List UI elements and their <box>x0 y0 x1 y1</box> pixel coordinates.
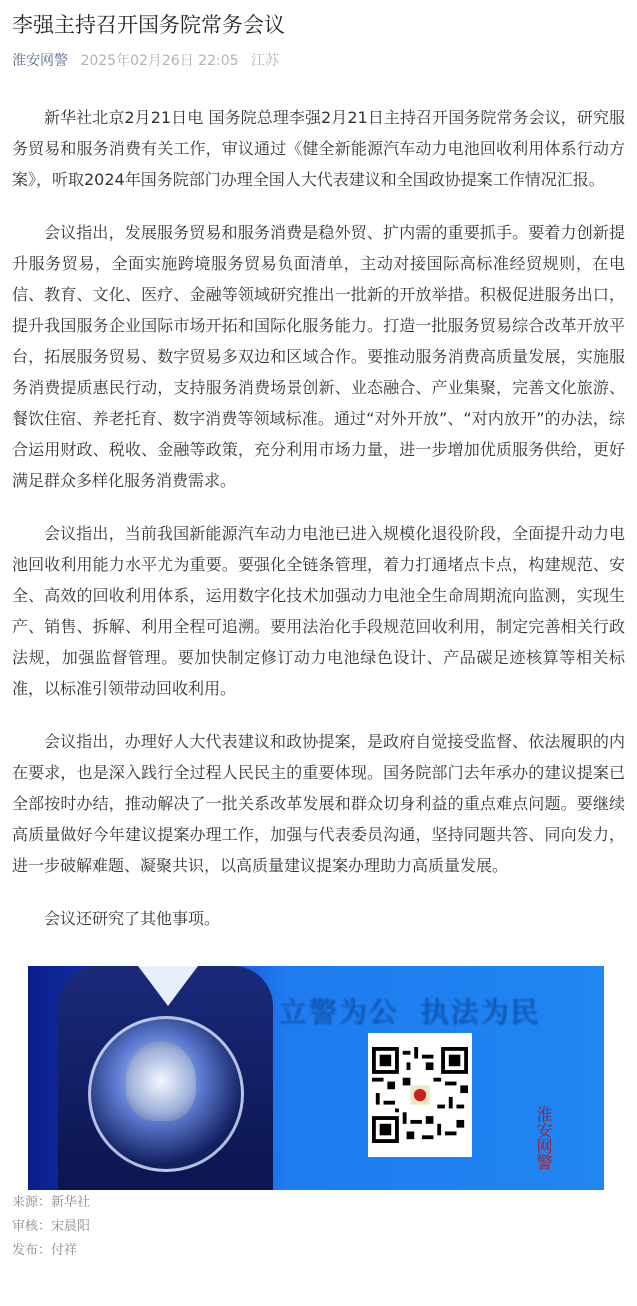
paragraph: 会议指出，发展服务贸易和服务消费是稳外贸、扩内需的重要抓手。要着力创新提升服务贸易，全面实施跨境服务贸易负面清单，主动对接国际高标准经贸规则，在电信、教育、文化、医疗、金融等领域研究推出一批新的开放举措。积极促进服务出口，提升我国服务企业国际市场开拓和国际化服务能力。打造一批服务贸易综合改革开放平台，拓展服务贸易、数字贸易多双边和区域合作。要推动服务消费高质量发展，实施服务消费提质惠民行动，支持服务消费场景创新、业态融合、产业集聚，完善文化旅游、餐饮住宿、养老托育、数字消费等领域标准。通过“对外开放”、“对内放开”的办法，综合运用财政、税收、金融等政策，充分利用市场力量，进一步增加优质服务供给，更好满足群众多样化服务消费需求。 <box>12 223 625 490</box>
account-name-link[interactable]: 淮安网警 <box>12 53 68 69</box>
publisher-credit: 发布：付祥 <box>12 1243 78 1258</box>
huaian-police-seal-logo: 淮安网警 <box>534 1106 553 1170</box>
article-body <box>12 102 625 956</box>
reviewer-credit: 审核：宋晨阳 <box>12 1219 91 1234</box>
qr-code[interactable] <box>368 1033 472 1157</box>
publish-location: 江苏 <box>250 53 279 69</box>
paragraph: 会议指出，当前我国新能源汽车动力电池已进入规模化退役阶段，全面提升动力电池回收利用能力水平尤为重要。要强化全链条管理，着力打通堵点卡点，构建规范、安全、高效的回收利用体系，运用数字化技术加强动力电池全生命周期流向监测，实现生产、销售、拆解、利用全程可追溯。要用法治化手段规范回收利用，制定完善相关行政法规，加强监督管理。要加快制定修订动力电池绿色设计、产品碳足迹核算等相关标准，以标准引领带动回收利用。 <box>12 524 625 698</box>
article-meta <box>12 51 279 71</box>
article-title: 李强主持召开国务院常务会议 <box>12 13 285 37</box>
banner-slogan: 立警为公 执法为民 <box>278 995 540 1028</box>
paragraph: 会议指出，办理好人大代表建议和政协提案，是政府自觉接受监督、依法履职的内在要求，也是深入践行全过程人民民主的重要体现。国务院部门去年承办的建议提案已全部按时办结，推动解决了一批关系改革发展和群众切身利益的重点难点问题。要继续高质量做好今年建议提案办理工作，加强与代表委员沟通，坚持同题共答、同向发力，进一步破解难题、凝聚共识，以高质量建议提案办理助力高质量发展。 <box>12 732 625 875</box>
source-credit: 来源：新华社 <box>12 1195 91 1210</box>
police-badge-icon <box>126 1041 196 1121</box>
paragraph: 会议还研究了其他事项。 <box>44 909 221 928</box>
article-footer <box>12 1191 90 1263</box>
paragraph: 新华社北京2月21日电 国务院总理李强2月21日主持召开国务院常务会议，研究服务贸易和服务消费有关工作，审议通过《健全新能源汽车动力电池回收利用体系行动方案》，听取2024年国务院部门办理全国人大代表建议和全国政协提案工作情况汇报。 <box>12 108 625 189</box>
police-promo-banner-image[interactable] <box>28 966 604 1190</box>
publish-date: 2025年02月26日 22:05 <box>80 53 239 69</box>
qr-code-icon <box>372 1037 468 1153</box>
